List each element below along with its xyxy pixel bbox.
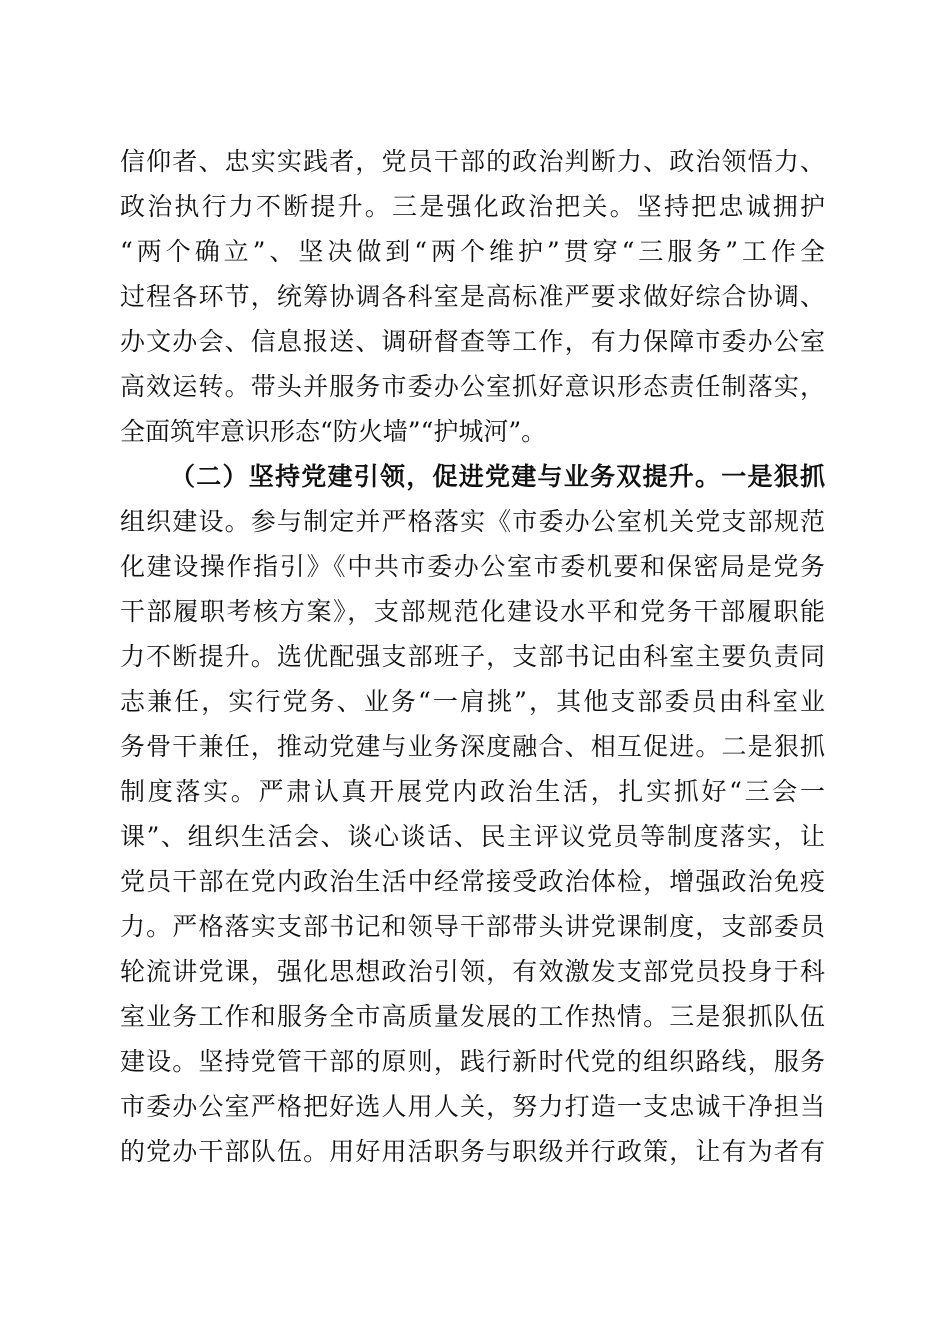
text-line: 政治执行力不断提升。三是强化政治把关。坚持把忠诚拥护 [120, 192, 825, 221]
text-line: 党员干部在党内政治生活中经常接受政治体检，增强政治免疫 [120, 867, 825, 896]
text-line: 志兼任，实行党务、业务“一肩挑”，其他支部委员由科室业 [120, 687, 825, 716]
text-line: 务骨干兼任，推动党建与业务深度融合、相互促进。二是狠抓 [120, 732, 825, 761]
section-heading-line: （二）坚持党建引领，促进党建与业务双提升。一是狠抓 [170, 462, 825, 491]
text-line: 市委办公室严格把好选人用人关，努力打造一支忠诚干净担当 [120, 1092, 825, 1121]
text-line: 制度落实。严肃认真开展党内政治生活，扎实抓好“三会一 [120, 777, 825, 806]
text-line: 力不断提升。选优配强支部班子，支部书记由科室主要负责同 [120, 642, 825, 671]
text-line: 信仰者、忠实实践者，党员干部的政治判断力、政治领悟力、 [120, 147, 825, 176]
text-line: 课”、组织生活会、谈心谈话、民主评议党员等制度落实，让 [120, 822, 825, 851]
text-line: 室业务工作和服务全市高质量发展的工作热情。三是狠抓队伍 [120, 1002, 825, 1031]
text-line: 力。严格落实支部书记和领导干部带头讲党课制度，支部委员 [120, 912, 825, 941]
text-line: 的党办干部队伍。用好用活职务与职级并行政策，让有为者有 [120, 1137, 825, 1166]
text-line: “两个确立”、坚决做到“两个维护”贯穿“三服务”工作全 [120, 237, 825, 266]
text-line: 办文办会、信息报送、调研督查等工作，有力保障市委办公室 [120, 327, 825, 356]
text-line: 高效运转。带头并服务市委办公室抓好意识形态责任制落实， [120, 372, 825, 401]
text-line: 建设。坚持党管干部的原则，践行新时代党的组织路线，服务 [120, 1047, 825, 1076]
text-line: 全面筑牢意识形态“防火墙”“护城河”。 [120, 417, 547, 446]
text-line: 化建设操作指引》《中共市委办公室市委机要和保密局是党务 [120, 552, 825, 581]
text-line: 轮流讲党课，强化思想政治引领，有效激发支部党员投身于科 [120, 957, 825, 986]
text-line: 过程各环节，统筹协调各科室是高标准严要求做好综合协调、 [120, 282, 825, 311]
text-line: 组织建设。参与制定并严格落实《市委办公室机关党支部规范 [120, 507, 825, 536]
text-line: 干部履职考核方案》，支部规范化建设水平和党务干部履职能 [120, 597, 825, 626]
